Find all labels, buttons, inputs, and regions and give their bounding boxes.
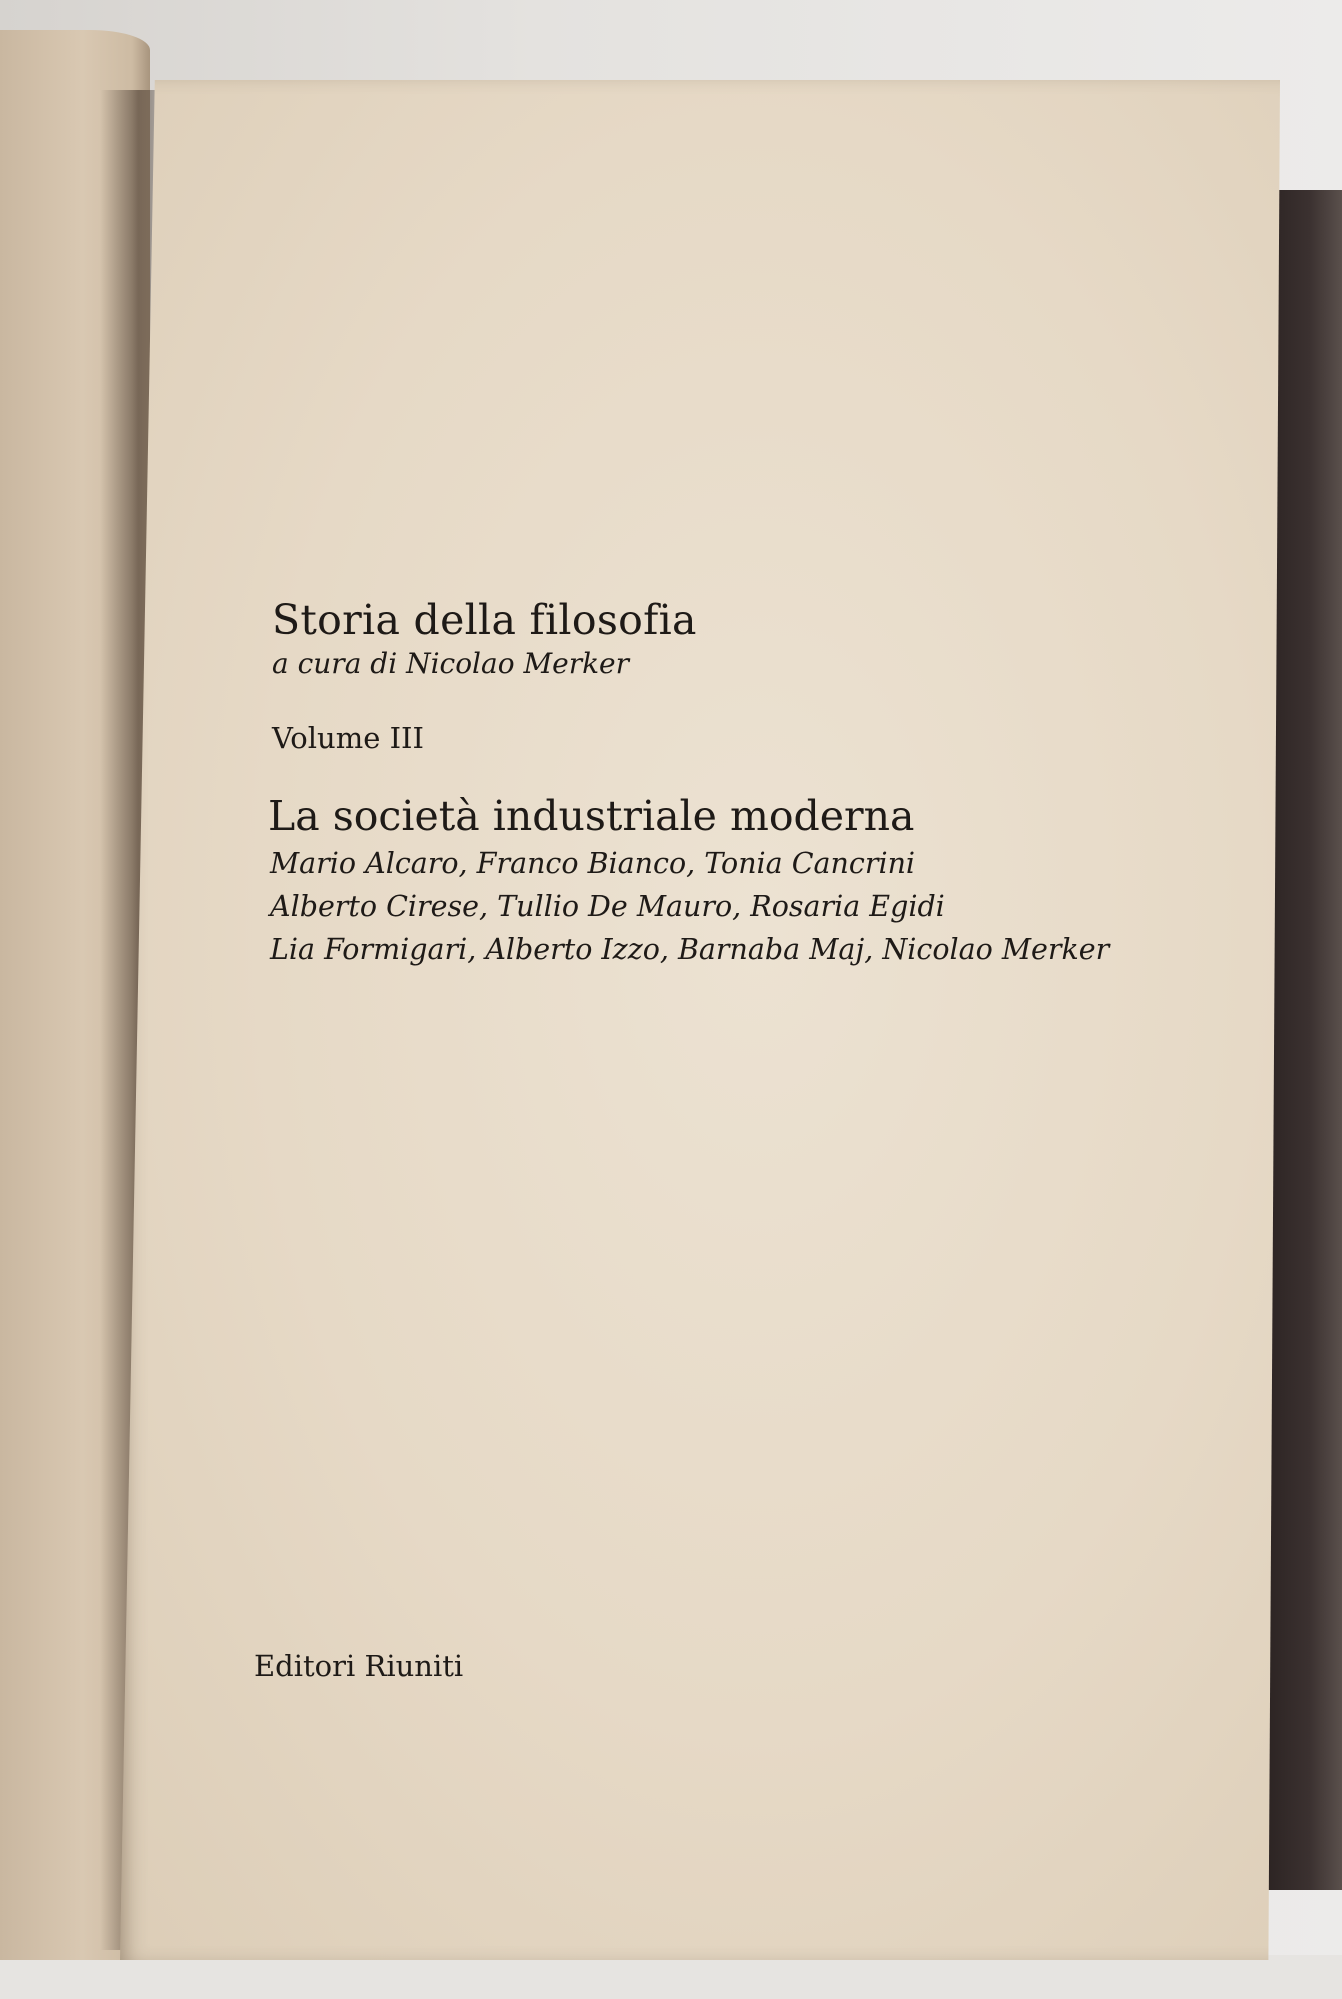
- volume-title: La società industriale moderna: [268, 792, 915, 840]
- author-list: [270, 842, 1230, 971]
- author-line: Mario Alcaro, Franco Bianco, Tonia Cancrini: [270, 847, 916, 880]
- background-surface: [0, 1955, 1342, 1999]
- author-line: Alberto Cirese, Tullio De Mauro, Rosaria Egidi: [270, 890, 945, 923]
- editor-credit: a cura di Nicolao Merker: [272, 647, 630, 680]
- series-title: Storia della filosofia: [272, 596, 697, 644]
- publisher-imprint: Editori Riuniti: [254, 1649, 464, 1683]
- series-block: [272, 594, 1212, 756]
- author-line: Lia Formigari, Alberto Izzo, Barnaba Maj, Nicolao Merker: [270, 933, 1110, 966]
- volume-label: Volume III: [272, 721, 424, 755]
